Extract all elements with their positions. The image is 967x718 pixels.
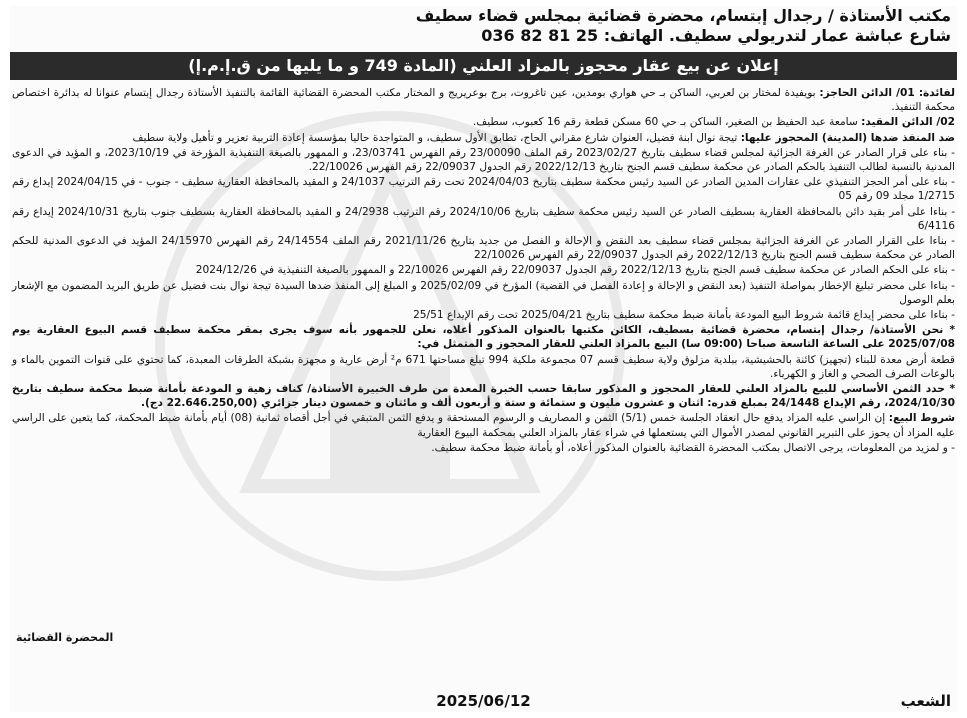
notice-paragraph <box>12 115 955 129</box>
paragraph-text: - بناء على أمر الحجز التنفيذي على عقارات المدين الصادر عن السيد رئيس محكمة سطيف بتاريخ 2024/04/03 تحت رقم الترتيب 24/1037 و المقيد بالمحافظة العقارية سطيف - جنوب - في 2024/04/15 إيداع رقم 1/2715 مجلد 09 رقم 05 <box>12 176 955 203</box>
office-address: شارع عباشة عمار لتدريولي سطيف. الهاتف: 25 81 82 036 <box>481 26 951 45</box>
office-name: مكتب الأستاذة / رجدال إبتسام، محضرة قضائية بمجلس قضاء سطيف <box>415 6 951 25</box>
notice-paragraph <box>12 131 955 145</box>
notice-paragraph <box>12 263 955 277</box>
paragraph-text: - بناءا على محضر إيداع قائمة شروط البيع المودعة بأمانة ضبط محكمة سطيف بتاريخ 2025/04/21 تحت رقم الإيداع 25/51 <box>413 309 955 322</box>
paragraph-text: - بناء على قرار الصادر عن الغرفة الجزائية لمجلس قضاء سطيف بتاريخ 2023/02/27 رقم الملف 23/00090 رقم الفهرس 23/03741، و الممهور بالصيغة التنفيذية المؤرخة في 2023/10/19، و المؤيد في الدعوى المدنية بالنسبة لطالب التنفيذ بالحكم الصادر عن محكمة سطيف قسم الجنح بتاريخ 2022/12/13 رقم الجدول 22/09037 رقم الفهرس 22/10026. <box>12 146 955 174</box>
paragraph-text: - بناءا على محضر تبليغ الإخطار بمواصلة التنفيذ (بعد النقض و الإحالة و إعادة الفصل في القضية) المؤرخ في 2025/02/09 و المبلغ إلى المنفذ ضدها السيدة تيجة نوال بنت فضيل عن طريق البريد المضمون مع الإشعار بعلم الوصول <box>12 279 955 306</box>
publication-name: الشعب <box>900 692 951 710</box>
notice-paragraph <box>12 234 955 262</box>
paragraph-text: قطعة أرض معدة للبناء (تجهيز) كائنة بالحشيشية، ببلدية مزلوق ولاية سطيف قسم 07 مجموعة ملكية 994 تبلغ مساحتها 671 م² أرض عارية و مجهزة بشبكة الطرقات المعبدة، كما تحتوي على قنوات التموين بالماء و بالوعات الصرف الصحي و الغاز و الكهرباء. <box>12 353 955 380</box>
notice-body <box>10 86 957 455</box>
paragraph-text: - بناءا على أمر بقيد دائن بالمحافظة العقارية بسطيف الصادر عن السيد رئيس محكمة سطيف بتاريخ 2024/10/06 رقم الترتيب 24/2938 و المقيد بالمحافظة العقارية بسطيف جنوب بتاريخ 2024/10/31 إيداع رقم 6/4116 <box>12 205 956 232</box>
paragraph-text: تيجة نوال ابنة فضيل، العنوان شارع مقراني الحاج، تطابق الأول سطيف، و المتواجدة حاليا بمؤسسة إعادة التربية تعزير و تأهيل ولاية سطيف <box>132 131 741 144</box>
paragraph-text: بويفيدة لمختار بن لعربي، الساكن بـ حي هواري بومدين، عين تاغروت، برج بوعريريج و المختار مكتب المحضرة القضائية القائمة بالتنفيذ الأستاذة رجدال إبتسام عنوانا له بدائرة اختصاص محكمة التنفيذ. <box>12 87 955 114</box>
paragraph-lead: * نحن الأستاذة/ رجدال إبتسام، محضرة قضائية بسطيف، الكائن مكتبها بالعنوان المذكور أعلاه، نعلن للجمهور بأنه سوف يجرى بمقر محكمة سطيف قسم البيوع العقارية يوم 2025/07/08 على الساعة التاسعة صباحا (09:00 سا) البيع بالمزاد العلني للعقار المحجوز و المتمثل في: <box>12 324 955 351</box>
notice-paragraph <box>12 308 955 322</box>
paragraph-text: سامعة عبد الحفيظ بن الصغير، الساكن بـ حي 60 مسكن قطعة رقم 16 كعبوب، سطيف. <box>472 116 862 129</box>
paragraph-lead: لفائدة: 01/ الدائن الحاجز: <box>819 87 955 99</box>
legal-notice-page <box>10 6 957 712</box>
notice-paragraph <box>12 205 955 233</box>
notice-paragraph <box>12 353 955 381</box>
paragraph-text: - بناء على الحكم الصادر عن محكمة سطيف قسم الجنح بتاريخ 2022/12/13 رقم الجدول 22/09037 رقم الفهرس 22/10026 و الممهور بالصيغة التنفيذية في 2024/12/26 <box>195 264 955 277</box>
paragraph-text: - بناءا على القرار الصادر عن الغرفة الجزائية بمجلس قضاء سطيف بعد النقض و الإحالة و الفصل من جديد بتاريخ 2021/11/26 رقم الملف 24/14554 رقم الفهرس 24/15970 المؤيد في الدعوى المدنية للحكم الصادر عن محكمة سطيف قسم الجنح بتاريخ 2022/12/13 رقم الجدول 22/09037 رقم الفهرس 22/10026 <box>12 235 956 262</box>
notice-paragraph <box>12 279 955 307</box>
notice-paragraph <box>12 411 955 439</box>
paragraph-text: إن الراسي عليه المزاد يدفع حال انعقاد الجلسة خمس (5/1) الثمن و المصاريف و الرسوم المستحقة و يدفع الثمن المتبقي في أجل أقصاه ثمانية (08) أيام بأمانة ضبط المحكمة، كما يتعين على الراسي عليه المزاد أن يحوز على التبرير القانوني لمصدر الأموال التي يستعملها في شراء عقار بالمزاد العلني بمحكمة البيوع العقارية <box>12 412 955 439</box>
notice-paragraph <box>12 175 955 203</box>
office-header <box>10 6 957 46</box>
notice-paragraph <box>12 441 955 455</box>
notice-title-banner: إعلان عن بيع عقار محجوز بالمزاد العلني (المادة 749 و ما يليها من ق.إ.م.إ) <box>10 52 957 80</box>
signature: المحضرة القضائية <box>16 631 114 644</box>
notice-paragraph <box>12 323 955 351</box>
notice-paragraph <box>12 146 955 174</box>
paragraph-lead: ضد المنفذ ضدها (المدينة) المحجوز عليها: <box>740 131 955 144</box>
footer <box>10 688 957 710</box>
paragraph-text: - و لمزيد من المعلومات، يرجى الاتصال بمكتب المحضرة القضائية بالعنوان المذكور أعلاه، أو بأمانة ضبط محكمة سطيف. <box>431 441 955 454</box>
notice-paragraph <box>12 86 955 114</box>
notice-paragraph <box>12 382 955 410</box>
paragraph-lead: * حدد الثمن الأساسي للبيع بالمزاد العلني للعقار المحجوز و المذكور سابقا حسب الخبرة المعدة من طرف الخبيرة الأستاذة/ كناف زهية و المودعة بأمانة ضبط محكمة سطيف بتاريخ 2024/10/30، رقم الإيداع 24/1448 بمبلغ قدره: اثنان و عشرون مليون و ستمائة و ستة و أربعون ألف و مائتان و خمسون دينار جزائري (22.646.250,00 دج). <box>12 383 955 410</box>
paragraph-lead: 02/ الدائن المقيد: <box>861 116 955 129</box>
publication-date: 2025/06/12 <box>436 692 531 710</box>
paragraph-lead: شروط البيع: <box>888 412 956 425</box>
